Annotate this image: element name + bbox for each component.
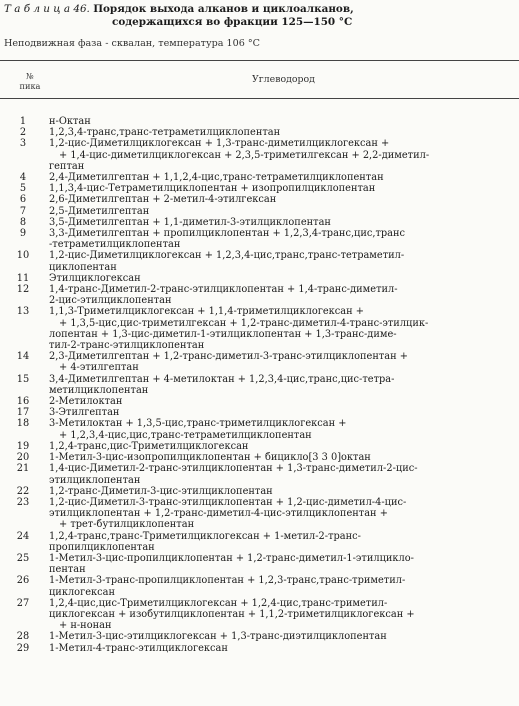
peak-number: 14 <box>16 351 30 363</box>
column-header-hydrocarbon: Углеводород <box>252 74 315 85</box>
hydrocarbon-line: циклопентан <box>49 261 117 273</box>
table-label: Т а б л и ц а 46. <box>4 3 90 15</box>
hydrocarbon-line: 1,4-цис-Диметил-2-транс-этилциклопентан + 1,3-транс-диметил-2-цис- <box>49 463 418 475</box>
peak-number: 24 <box>16 530 30 542</box>
stationary-phase-note: Неподвижная фаза - сквалан, температура 106 °С <box>4 38 261 49</box>
hydrocarbon-line: 3,3-Диметилгептан + пропилциклопентан + 1,2,3,4-транс,цис,транс <box>49 228 406 240</box>
hydrocarbon-cell <box>46 497 519 531</box>
table-row <box>0 273 519 284</box>
peak-number: 3 <box>19 138 27 150</box>
peak-number: 19 <box>16 440 30 452</box>
peak-number: 12 <box>16 284 30 296</box>
hydrocarbon-line: 1,2,4-транс,цис-Триметилциклогексан <box>49 440 249 452</box>
table-row <box>0 250 519 272</box>
hydrocarbon-line: гептан <box>49 160 85 172</box>
hydrocarbon-line: 3-Этилгептан <box>49 407 120 419</box>
hydrocarbon-cell <box>46 206 519 217</box>
hydrocarbon-line: циклогексан + изобутилциклопентан + 1,1,2-триметилциклогексан + <box>49 608 415 620</box>
hydrocarbon-line: + 1,4-цис-диметилциклогексан + 2,3,5-триметилгексан + 2,2-диметил- <box>59 149 430 161</box>
peak-number: 13 <box>16 306 30 318</box>
hydrocarbon-line: 1-Метил-3-цис-этилциклогексан + 1,3-транс-диэтилциклопентан <box>49 631 387 643</box>
hydrocarbon-cell <box>46 217 519 228</box>
table-row <box>0 217 519 228</box>
table-row <box>0 116 519 127</box>
hydrocarbon-cell <box>46 228 519 250</box>
table-row <box>0 138 519 172</box>
hydrocarbon-cell <box>46 374 519 396</box>
hydrocarbon-line: лопентан + 1,3-цис-диметил-1-этилциклопентан + 1,3-транс-диме- <box>49 328 397 340</box>
peak-number: 25 <box>16 552 30 564</box>
hydrocarbon-cell <box>46 396 519 407</box>
table-row <box>0 531 519 553</box>
peak-number: 23 <box>16 496 30 508</box>
hydrocarbon-line: + 4-этилгептан <box>59 362 139 374</box>
hydrocarbon-line: метилциклопентан <box>49 384 149 396</box>
table-row <box>0 407 519 418</box>
hydrocarbon-cell <box>46 284 519 306</box>
hydrocarbon-cell <box>46 306 519 351</box>
table-caption <box>4 3 516 29</box>
hydrocarbon-line: тил-2-транс-этилциклопентан <box>49 340 205 352</box>
peak-number: 10 <box>16 250 30 262</box>
hydrocarbon-line: пропилциклопентан <box>49 541 155 553</box>
peak-number: 20 <box>16 452 30 464</box>
column-header-number: № пика <box>19 71 41 91</box>
hydrocarbon-cell <box>46 138 519 172</box>
peak-number: 29 <box>16 642 30 654</box>
hydrocarbon-line: 1,2-цис-Диметилциклогексан + 1,2,3,4-цис,транс,транс-тетраметил- <box>49 250 405 262</box>
table-row <box>0 228 519 250</box>
hydrocarbon-line: 2,4-Диметилгептан + 1,1,2,4-цис,транс-тетраметилциклопентан <box>49 172 384 184</box>
hydrocarbon-cell <box>46 452 519 463</box>
table-row <box>0 553 519 575</box>
table-header-rule <box>0 98 519 99</box>
table-row <box>0 463 519 485</box>
hydrocarbon-cell <box>46 273 519 284</box>
peak-number: 17 <box>16 407 30 419</box>
peak-number: 4 <box>19 172 27 184</box>
table-row <box>0 643 519 654</box>
peak-number: 22 <box>16 485 30 497</box>
table-row <box>0 497 519 531</box>
hydrocarbon-cell <box>46 127 519 138</box>
table-row <box>0 351 519 373</box>
table-row <box>0 598 519 632</box>
hydrocarbon-line: 1,1,3-Триметилциклогексан + 1,1,4-триметилциклогексан + <box>49 306 364 318</box>
peak-number: 6 <box>19 194 27 206</box>
hydrocarbon-line: 3,4-Диметилгептан + 4-метилоктан + 1,2,3,4-цис,транс,цис-тетра- <box>49 373 395 385</box>
hydrocarbon-cell <box>46 183 519 194</box>
hydrocarbon-cell <box>46 486 519 497</box>
peak-number: 16 <box>16 396 30 408</box>
hydrocarbon-line: 2-Метилоктан <box>49 396 123 408</box>
hydrocarbon-line: этилциклопентан + 1,2-транс-диметил-4-цис-этилциклопентан + <box>49 508 388 520</box>
hydrocarbon-cell <box>46 194 519 205</box>
hydrocarbon-line: 1,2-цис-Диметилциклогексан + 1,3-транс-диметилциклогексан + <box>49 138 390 150</box>
hydrocarbon-line: 1-Метил-3-цис-пропилциклопентан + 1,2-транс-диметил-1-этилцикло- <box>49 552 414 564</box>
hydrocarbon-line: + 1,2,3,4-цис,цис,транс-тетраметилциклопентан <box>59 429 312 441</box>
table-row <box>0 206 519 217</box>
table-row <box>0 306 519 351</box>
table-row <box>0 374 519 396</box>
hydrocarbon-cell <box>46 250 519 272</box>
table-body <box>0 116 519 654</box>
table-row <box>0 396 519 407</box>
hydrocarbon-line: этилциклопентан <box>49 474 141 486</box>
peak-number: 9 <box>19 228 27 240</box>
hydrocarbon-cell <box>46 441 519 452</box>
table-title-line-2: содержащихся во фракции 125—150 °С <box>112 16 353 28</box>
hydrocarbon-cell <box>46 351 519 373</box>
peak-number: 21 <box>16 463 30 475</box>
table-row <box>0 194 519 205</box>
table-row <box>0 575 519 597</box>
hydrocarbon-cell <box>46 116 519 127</box>
hydrocarbon-line: циклогексан <box>49 586 115 598</box>
peak-number: 11 <box>16 272 30 284</box>
hydrocarbon-line: 2-цис-этилциклопентан <box>49 295 172 307</box>
table-row <box>0 183 519 194</box>
peak-number: 5 <box>19 183 27 195</box>
hydrocarbon-cell <box>46 531 519 553</box>
peak-number: 27 <box>16 597 30 609</box>
table-top-rule <box>0 60 519 61</box>
hydrocarbon-cell <box>46 418 519 440</box>
hydrocarbon-line: 1,2-цис-Диметил-3-транс-этилциклопентан + 1,2-цис-диметил-4-цис- <box>49 496 407 508</box>
hydrocarbon-cell <box>46 407 519 418</box>
table-row <box>0 418 519 440</box>
table-row <box>0 486 519 497</box>
table-row <box>0 452 519 463</box>
peak-number: 28 <box>16 631 30 643</box>
caption-line-1 <box>4 3 516 16</box>
table-title: Порядок выхода алканов и циклоалканов, <box>93 3 354 15</box>
hydrocarbon-line: 1,2,4-цис,цис-Триметилциклогексан + 1,2,4-цис,транс-триметил- <box>49 597 388 609</box>
hydrocarbon-line: 1-Метил-4-транс-этилциклогексан <box>49 642 228 654</box>
hydrocarbon-cell <box>46 643 519 654</box>
peak-number: 7 <box>19 205 27 217</box>
hydrocarbon-line: -тетраметилциклопентан <box>49 239 181 251</box>
table-row <box>0 631 519 642</box>
hydrocarbon-line: 1,1,3,4-цис-Тетраметилциклопентан + изопропилциклопентан <box>49 183 376 195</box>
hydrocarbon-line: 1,2-транс-Диметил-3-цис-этилциклопентан <box>49 485 273 497</box>
hydrocarbon-cell <box>46 553 519 575</box>
hydrocarbon-line: 1,4-транс-Диметил-2-транс-этилциклопентан + 1,4-транс-диметил- <box>49 284 398 296</box>
hydrocarbon-line: 3-Метилоктан + 1,3,5-цис,транс-триметилциклогексан + <box>49 418 347 430</box>
hydrocarbon-line: Этилциклогексан <box>49 272 141 284</box>
hydrocarbon-line: 3,5-Диметилгептан + 1,1-диметил-3-этилциклопентан <box>49 216 331 228</box>
hydrocarbon-line: 2,5-Диметилгептан <box>49 205 150 217</box>
hydrocarbon-line: 1,2,3,4-транс,транс-тетраметилциклопентан <box>49 127 281 139</box>
peak-number: 18 <box>16 418 30 430</box>
hydrocarbon-line: 1-Метил-3-цис-изопропилциклопентан + бицикло[3 3 0]октан <box>49 452 371 464</box>
hydrocarbon-cell <box>46 631 519 642</box>
hydrocarbon-cell <box>46 172 519 183</box>
peak-number: 26 <box>16 575 30 587</box>
hydrocarbon-line: 1-Метил-3-транс-пропилциклопентан + 1,2,3-транс,транс-триметил- <box>49 575 406 587</box>
hydrocarbon-line: 2,3-Диметилгептан + 1,2-транс-диметил-3-транс-этилциклопентан + <box>49 351 408 363</box>
hydrocarbon-line: н-Октан <box>49 116 91 127</box>
peak-number: 1 <box>19 116 27 127</box>
peak-number: 2 <box>19 127 27 139</box>
hydrocarbon-line: + трет-бутилциклопентан <box>59 519 195 531</box>
peak-number: 15 <box>16 373 30 385</box>
hydrocarbon-line: + н-нонан <box>59 620 112 632</box>
hydrocarbon-cell <box>46 598 519 632</box>
hydrocarbon-line: 1,2,4-транс,транс-Триметилциклогексан + 1-метил-2-транс- <box>49 530 361 542</box>
hydrocarbon-cell <box>46 575 519 597</box>
table-row <box>0 127 519 138</box>
hydrocarbon-line: 2,6-Диметилгептан + 2-метил-4-этилгексан <box>49 194 277 206</box>
hydrocarbon-line: + 1,3,5-цис,цис-триметилгексан + 1,2-транс-диметил-4-транс-этилцик- <box>59 317 429 329</box>
peak-number: 8 <box>19 216 27 228</box>
hydrocarbon-cell <box>46 463 519 485</box>
table-row <box>0 284 519 306</box>
table-row <box>0 172 519 183</box>
hydrocarbon-line: пентан <box>49 564 86 576</box>
table-row <box>0 441 519 452</box>
